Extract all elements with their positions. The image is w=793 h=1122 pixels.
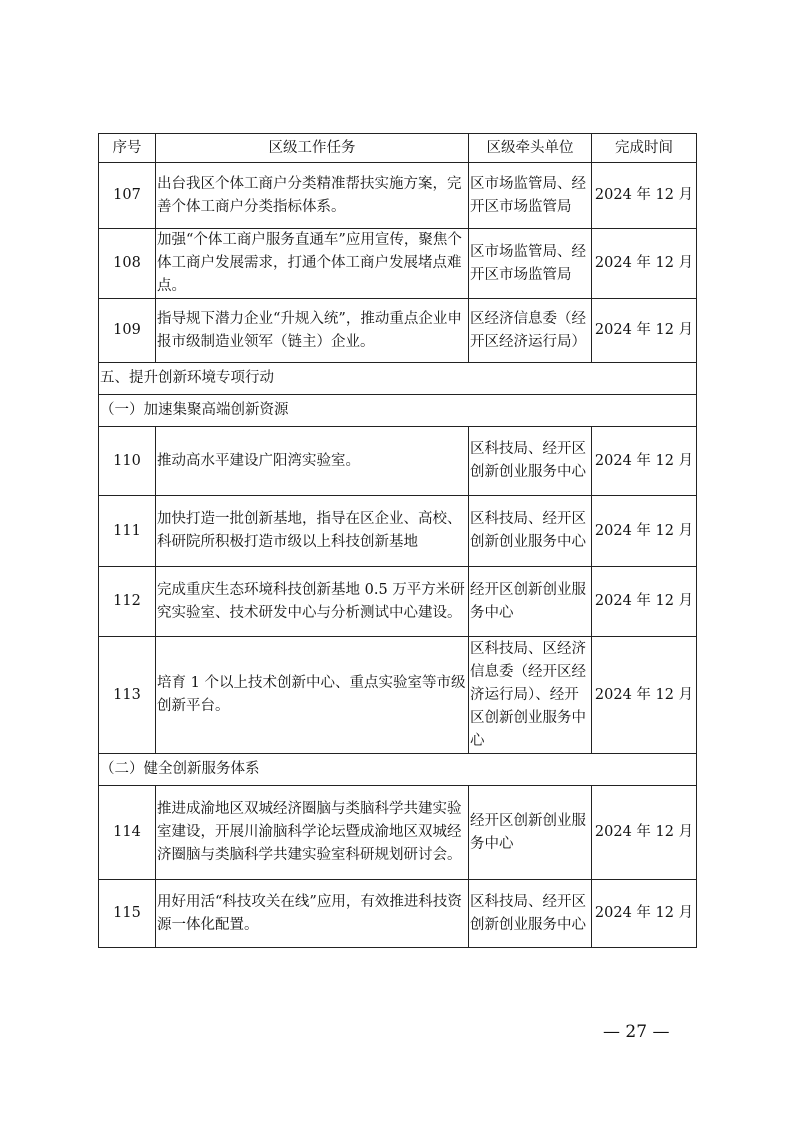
- row-num: 110: [99, 427, 156, 496]
- subsection-title: （一）加速集聚高端创新资源: [99, 395, 697, 427]
- row-unit: 区经济信息委（经开区经济运行局）: [469, 299, 592, 363]
- row-num: 114: [99, 786, 156, 880]
- row-task: 完成重庆生态环境科技创新基地 0.5 万平方米研究实验室、技术研发中心与分析测试中心建设。: [156, 567, 469, 637]
- row-task: 加强“个体工商户服务直通车”应用宣传，聚焦个体工商户发展需求，打通个体工商户发展堵点难点。: [156, 229, 469, 299]
- row-task: 出台我区个体工商户分类精准帮扶实施方案，完善个体工商户分类指标体系。: [156, 163, 469, 229]
- row-date: 2024 年 12 月: [592, 880, 697, 948]
- row-num: 107: [99, 163, 156, 229]
- row-num: 112: [99, 567, 156, 637]
- section-title: 五、提升创新环境专项行动: [99, 363, 697, 395]
- row-unit: 区科技局、区经济信息委（经开区经济运行局）、经开区创新创业服务中心: [469, 637, 592, 754]
- row-unit: 区市场监管局、经开区市场监管局: [469, 229, 592, 299]
- row-date: 2024 年 12 月: [592, 163, 697, 229]
- row-unit: 区科技局、经开区创新创业服务中心: [469, 880, 592, 948]
- row-unit: 区市场监管局、经开区市场监管局: [469, 163, 592, 229]
- row-date: 2024 年 12 月: [592, 786, 697, 880]
- row-unit: 区科技局、经开区创新创业服务中心: [469, 496, 592, 567]
- row-task: 推进成渝地区双城经济圈脑与类脑科学共建实验室建设，开展川渝脑科学论坛暨成渝地区双城经济圈脑与类脑科学共建实验室科研规划研讨会。: [156, 786, 469, 880]
- table-row: [99, 786, 697, 880]
- header-num: 序号: [99, 134, 156, 163]
- row-unit: 经开区创新创业服务中心: [469, 786, 592, 880]
- table-row: [99, 229, 697, 299]
- header-task: 区级工作任务: [156, 134, 469, 163]
- row-unit: 经开区创新创业服务中心: [469, 567, 592, 637]
- row-num: 108: [99, 229, 156, 299]
- section-row: [99, 363, 697, 395]
- row-date: 2024 年 12 月: [592, 637, 697, 754]
- page-number: — 27 —: [603, 1022, 670, 1042]
- row-task: 推动高水平建设广阳湾实验室。: [156, 427, 469, 496]
- table-row: [99, 427, 697, 496]
- row-date: 2024 年 12 月: [592, 496, 697, 567]
- table-row: [99, 299, 697, 363]
- row-num: 115: [99, 880, 156, 948]
- row-date: 2024 年 12 月: [592, 229, 697, 299]
- row-task: 培育 1 个以上技术创新中心、重点实验室等市级创新平台。: [156, 637, 469, 754]
- header-unit: 区级牵头单位: [469, 134, 592, 163]
- row-num: 113: [99, 637, 156, 754]
- row-date: 2024 年 12 月: [592, 567, 697, 637]
- row-date: 2024 年 12 月: [592, 299, 697, 363]
- table-row: [99, 496, 697, 567]
- row-task: 用好用活“科技攻关在线”应用，有效推进科技资源一体化配置。: [156, 880, 469, 948]
- subsection-title: （二）健全创新服务体系: [99, 754, 697, 786]
- table-row: [99, 567, 697, 637]
- section-row: [99, 395, 697, 427]
- row-task: 加快打造一批创新基地，指导在区企业、高校、科研院所积极打造市级以上科技创新基地: [156, 496, 469, 567]
- table-row: [99, 637, 697, 754]
- row-date: 2024 年 12 月: [592, 427, 697, 496]
- row-num: 111: [99, 496, 156, 567]
- table-row: [99, 163, 697, 229]
- table-header-row: [99, 134, 697, 163]
- section-row: [99, 754, 697, 786]
- row-unit: 区科技局、经开区创新创业服务中心: [469, 427, 592, 496]
- row-num: 109: [99, 299, 156, 363]
- header-date: 完成时间: [592, 134, 697, 163]
- row-task: 指导规下潜力企业“升规入统”，推动重点企业申报市级制造业领军（链主）企业。: [156, 299, 469, 363]
- task-table: [98, 133, 697, 948]
- table-row: [99, 880, 697, 948]
